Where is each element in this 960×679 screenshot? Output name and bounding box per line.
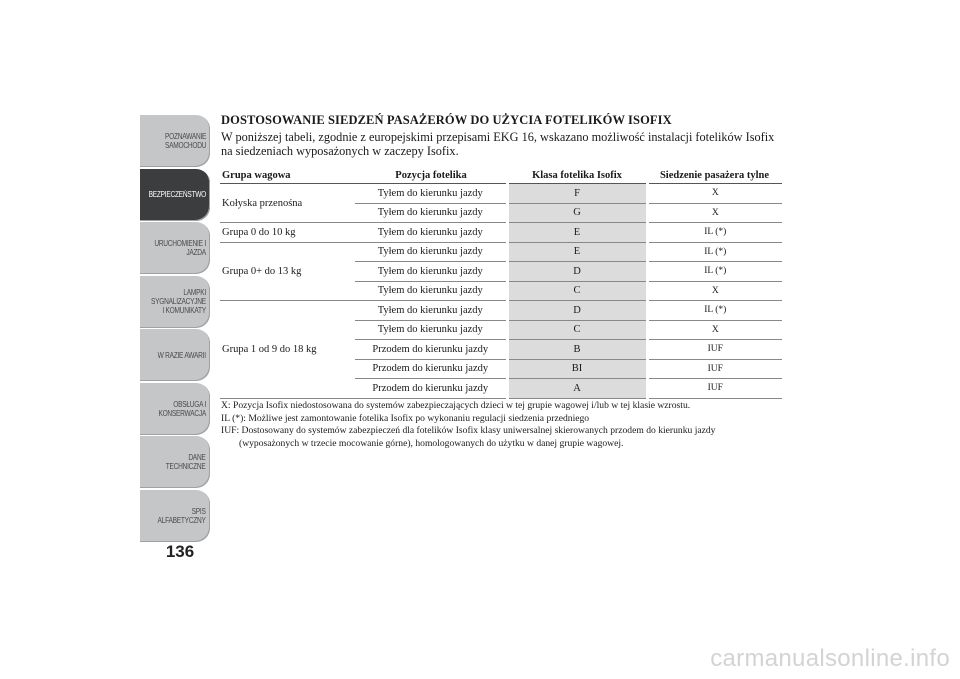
group-name: Kołyska przenośna (220, 184, 355, 223)
position-cell: Tyłem do kierunku jazdy (355, 203, 507, 223)
table-header-row (220, 168, 782, 184)
class-cell: D (507, 262, 647, 282)
class-cell: A (507, 379, 647, 399)
table-notes (221, 400, 781, 450)
position-cell: Tyłem do kierunku jazdy (355, 242, 507, 262)
table-row (220, 223, 782, 243)
header-position: Pozycja fotelika (355, 168, 507, 184)
seat-cell: IL (*) (647, 242, 782, 262)
header-weight-group: Grupa wagowa (220, 168, 355, 184)
seat-cell: X (647, 320, 782, 340)
seat-cell: IUF (647, 340, 782, 360)
tab-spis[interactable] (140, 490, 210, 542)
tab-label: SPIS ALFABETYCZNY (157, 506, 206, 525)
position-cell: Tyłem do kierunku jazdy (355, 320, 507, 340)
note-x: X: Pozycja Isofix niedostosowana do systemów zabezpieczających dzieci w tej grupie wagowej i/lub w tej klasie wzrostu. (221, 400, 691, 411)
class-cell: C (507, 281, 647, 301)
group-name: Grupa 0 do 10 kg (220, 223, 355, 243)
header-class: Klasa fotelika Isofix (507, 168, 647, 184)
note-iuf: IUF: Dostosowany do systemów zabezpieczeń dla fotelików Isofix klasy uniwersalnej skierowanych przodem do kierunku jazdy (221, 425, 716, 436)
tab-obsluga[interactable] (140, 383, 210, 435)
tab-dane[interactable] (140, 436, 210, 488)
tab-label: OBSŁUGA I KONSERWACJA (158, 399, 206, 418)
group-name: Grupa 0+ do 13 kg (220, 242, 355, 301)
tab-poznawanie[interactable] (140, 115, 210, 167)
isofix-table (220, 168, 782, 399)
tab-label: POZNAWANIE SAMOCHODU (164, 132, 206, 150)
position-cell: Tyłem do kierunku jazdy (355, 184, 507, 204)
page-number: 136 (165, 542, 195, 561)
tab-lampki[interactable] (140, 276, 210, 328)
tab-uruchomienie[interactable] (140, 222, 210, 274)
tab-awarie[interactable] (140, 329, 210, 381)
tab-label: LAMPKI SYGNALIZACYJNE I KOMUNIKATY (151, 288, 206, 315)
table-row (220, 301, 782, 321)
note-iuf-continued: (wyposażonych w trzecie mocowanie górne), homologowanych do użytku w danej grupie wagowej. (239, 437, 624, 449)
seat-cell: X (647, 203, 782, 223)
class-cell: E (507, 223, 647, 243)
position-cell: Tyłem do kierunku jazdy (355, 223, 507, 243)
class-cell: F (507, 184, 647, 204)
seat-cell: IL (*) (647, 223, 782, 243)
table-row (220, 184, 782, 204)
position-cell: Tyłem do kierunku jazdy (355, 262, 507, 282)
table-row (220, 242, 782, 262)
header-rear-seat: Siedzenie pasażera tylne (647, 168, 782, 184)
class-cell: D (507, 301, 647, 321)
seat-cell: IUF (647, 359, 782, 379)
class-cell: C (507, 320, 647, 340)
seat-cell: IL (*) (647, 262, 782, 282)
intro-paragraph: W poniższej tabeli, zgodnie z europejskimi przepisami EKG 16, wskazano możliwość instalacji fotelików Isofix na siedzeniach wyposażonych w zaczepy Isofix. (221, 130, 775, 158)
seat-cell: IUF (647, 379, 782, 399)
watermark: carmanualsonline.info (710, 645, 950, 672)
position-cell: Tyłem do kierunku jazdy (355, 301, 507, 321)
position-cell: Przodem do kierunku jazdy (355, 359, 507, 379)
position-cell: Przodem do kierunku jazdy (355, 379, 507, 399)
class-cell: BI (507, 359, 647, 379)
class-cell: G (507, 203, 647, 223)
tab-label: W RAZIE AWARII (157, 350, 206, 360)
seat-cell: IL (*) (647, 301, 782, 321)
tab-label: URUCHOMIENIE I JAZDA (154, 239, 206, 257)
position-cell: Przodem do kierunku jazdy (355, 340, 507, 360)
seat-cell: X (647, 281, 782, 301)
section-title: DOSTOSOWANIE SIEDZEŃ PASAŻERÓW DO UŻYCIA FOTELIKÓW ISOFIX (221, 113, 672, 127)
group-name: Grupa 1 od 9 do 18 kg (220, 301, 355, 399)
note-il: IL (*): Możliwe jest zamontowanie fotelika Isofix po wykonaniu regulacji siedzenia przedniego (221, 412, 590, 424)
tab-label: DANE TECHNICZNE (166, 453, 206, 471)
position-cell: Tyłem do kierunku jazdy (355, 281, 507, 301)
class-cell: E (507, 242, 647, 262)
class-cell: B (507, 340, 647, 360)
tab-label: BEZPIECZEŃSTWO (148, 190, 206, 199)
seat-cell: X (647, 184, 782, 204)
tab-bezpieczenstwo[interactable] (140, 169, 210, 221)
